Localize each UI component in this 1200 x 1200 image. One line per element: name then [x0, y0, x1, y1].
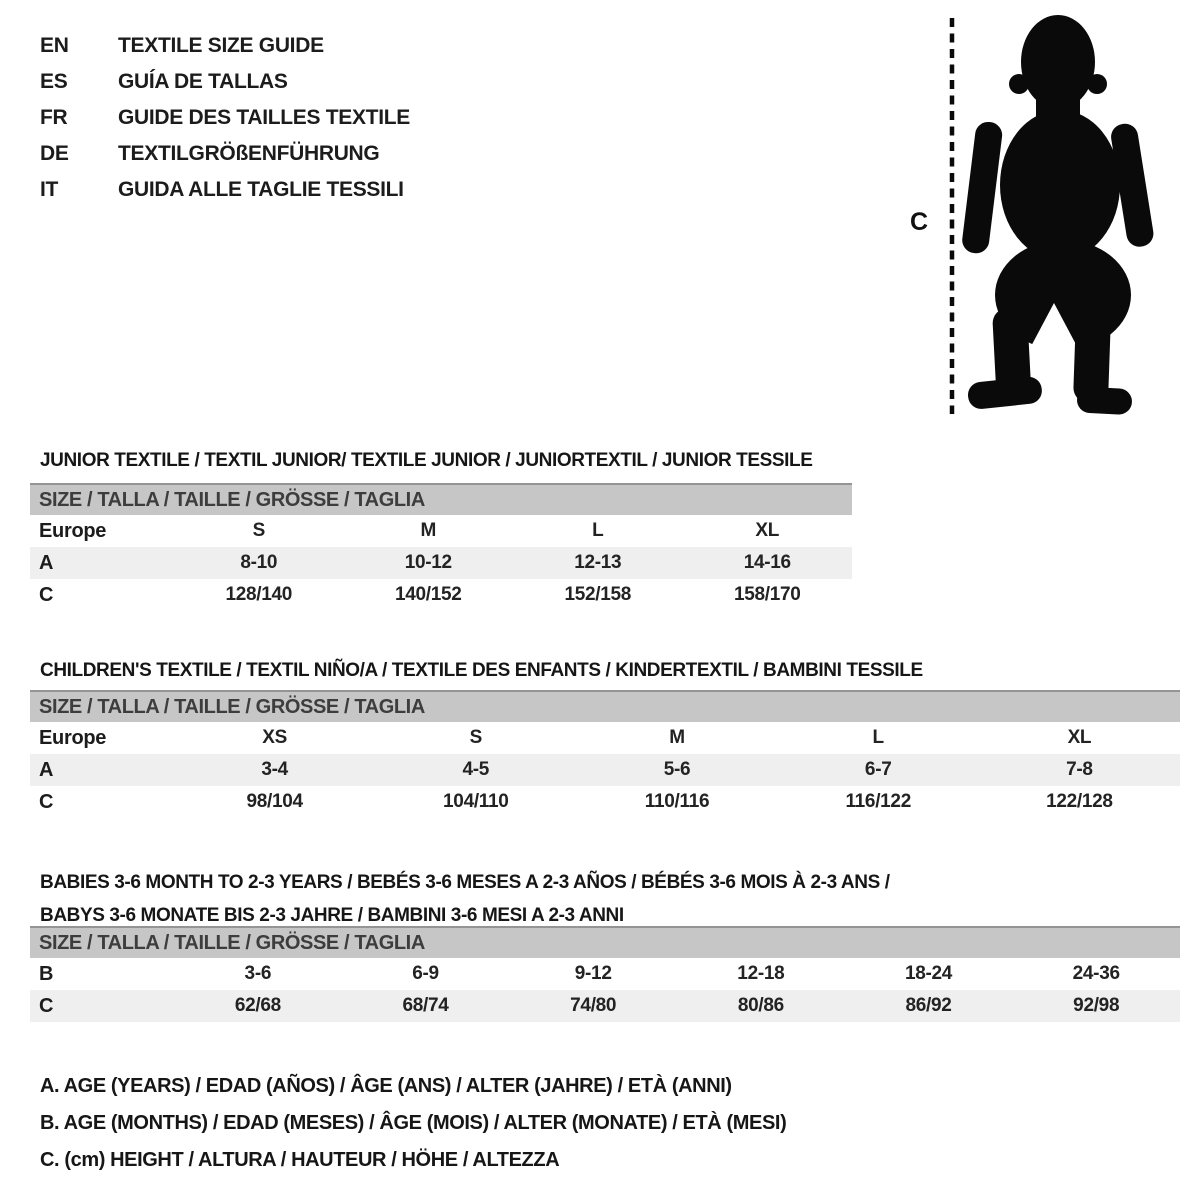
table-row	[30, 722, 1180, 754]
language-row	[40, 136, 410, 172]
language-code: FR	[40, 106, 68, 129]
table-row	[30, 990, 1180, 1022]
table-row	[30, 754, 1180, 786]
size-cell: L	[592, 520, 604, 541]
age-cell: 8-10	[240, 552, 278, 573]
legend-footnotes	[40, 1068, 786, 1179]
age-cell: 9-12	[574, 963, 612, 984]
footnote-height-cm: C. (cm) HEIGHT / ALTURA / HAUTEUR / HÖHE / ALTEZZA	[40, 1149, 560, 1171]
language-code: DE	[40, 142, 69, 165]
row-label: C	[39, 583, 54, 606]
language-row	[40, 64, 410, 100]
table-row	[30, 515, 852, 547]
age-cell: 24-36	[1072, 963, 1120, 984]
children-section-title: CHILDREN'S TEXTILE / TEXTIL NIÑO/A / TEXTILE DES ENFANTS / KINDERTEXTIL / BAMBINI TESSILE	[40, 659, 923, 681]
children-size-table	[30, 690, 1180, 818]
age-cell: 10-12	[404, 552, 452, 573]
height-figure	[910, 10, 1186, 420]
language-code: ES	[40, 70, 68, 93]
age-cell: 12-18	[737, 963, 785, 984]
height-cell: 110/116	[644, 791, 710, 812]
age-cell: 6-9	[412, 963, 439, 984]
age-cell: 5-6	[663, 759, 691, 780]
language-row	[40, 172, 410, 208]
height-cell: 92/98	[1073, 995, 1120, 1016]
size-table-header: SIZE / TALLA / TAILLE / GRÖSSE / TAGLIA	[30, 690, 1180, 722]
toddler-silhouette-icon	[930, 10, 1186, 420]
age-cell: 3-6	[244, 963, 272, 984]
height-cell: 74/80	[570, 995, 617, 1016]
junior-size-table	[30, 483, 852, 611]
size-cell: L	[872, 727, 884, 748]
height-cell: 158/170	[733, 584, 801, 605]
height-cell: 152/158	[564, 584, 632, 605]
guide-title: TEXTILE SIZE GUIDE	[118, 34, 324, 57]
age-cell: 4-5	[462, 759, 490, 780]
size-cell: S	[469, 727, 482, 748]
guide-title: GUÍA DE TALLAS	[118, 70, 288, 93]
size-cell: S	[252, 520, 265, 541]
language-code: IT	[40, 178, 59, 201]
babies-title-line1: BABIES 3-6 MONTH TO 2-3 YEARS / BEBÉS 3-6 MESES A 2-3 AÑOS / BÉBÉS 3-6 MOIS À 2-3 ANS /	[40, 871, 890, 893]
height-cell: 104/110	[443, 791, 509, 812]
height-cell: 140/152	[394, 584, 462, 605]
row-label: B	[39, 962, 54, 985]
size-cell: M	[669, 727, 685, 748]
babies-section-title	[40, 866, 890, 932]
row-label: A	[39, 551, 54, 574]
size-cell: M	[420, 520, 437, 541]
size-cell: XL	[755, 520, 780, 541]
guide-title: GUIDE DES TAILLES TEXTILE	[118, 106, 410, 129]
row-label: Europe	[39, 726, 107, 749]
age-cell: 6-7	[864, 759, 892, 780]
height-cell: 68/74	[402, 995, 449, 1016]
row-label: Europe	[39, 519, 107, 542]
footnote-age-months: B. AGE (MONTHS) / EDAD (MESES) / ÂGE (MOIS) / ALTER (MONATE) / ETÀ (MESI)	[40, 1112, 787, 1134]
language-code: EN	[40, 34, 69, 57]
age-cell: 18-24	[904, 963, 953, 984]
size-cell: XL	[1067, 727, 1092, 748]
row-label: A	[39, 758, 54, 781]
size-cell: XS	[262, 727, 287, 748]
toddler-body	[961, 15, 1156, 350]
table-row	[30, 579, 852, 611]
table-row	[30, 786, 1180, 818]
age-cell: 7-8	[1066, 759, 1093, 780]
guide-title: GUIDA ALLE TAGLIE TESSILI	[118, 178, 404, 201]
babies-title-line2: BABYS 3-6 MONATE BIS 2-3 JAHRE / BAMBINI 3-6 MESI A 2-3 ANNI	[40, 904, 624, 926]
language-row	[40, 28, 410, 64]
row-label: C	[39, 790, 54, 813]
babies-size-table	[30, 926, 1180, 1022]
height-dimension-label: C	[910, 208, 929, 236]
guide-title: TEXTILGRÖßENFÜHRUNG	[118, 142, 380, 165]
height-cell: 62/68	[234, 995, 281, 1016]
size-table-header: SIZE / TALLA / TAILLE / GRÖSSE / TAGLIA	[30, 483, 852, 515]
size-table-header: SIZE / TALLA / TAILLE / GRÖSSE / TAGLIA	[30, 926, 1180, 958]
junior-section-title: JUNIOR TEXTILE / TEXTIL JUNIOR/ TEXTILE JUNIOR / JUNIORTEXTIL / JUNIOR TESSILE	[40, 449, 813, 471]
footnote-age-years: A. AGE (YEARS) / EDAD (AÑOS) / ÂGE (ANS) / ALTER (JAHRE) / ETÀ (ANNI)	[40, 1075, 732, 1097]
age-cell: 3-4	[261, 759, 288, 780]
height-cell: 80/86	[737, 995, 784, 1016]
table-row	[30, 547, 852, 579]
height-cell: 86/92	[905, 995, 952, 1016]
height-cell: 98/104	[246, 791, 303, 812]
table-row	[30, 958, 1180, 990]
height-cell: 128/140	[225, 584, 293, 605]
language-row	[40, 100, 410, 136]
age-cell: 14-16	[743, 552, 791, 573]
language-title-block	[40, 28, 410, 208]
row-label: C	[39, 994, 54, 1017]
height-cell: 122/128	[1046, 791, 1113, 812]
age-cell: 12-13	[574, 552, 622, 573]
height-cell: 116/122	[845, 791, 911, 812]
